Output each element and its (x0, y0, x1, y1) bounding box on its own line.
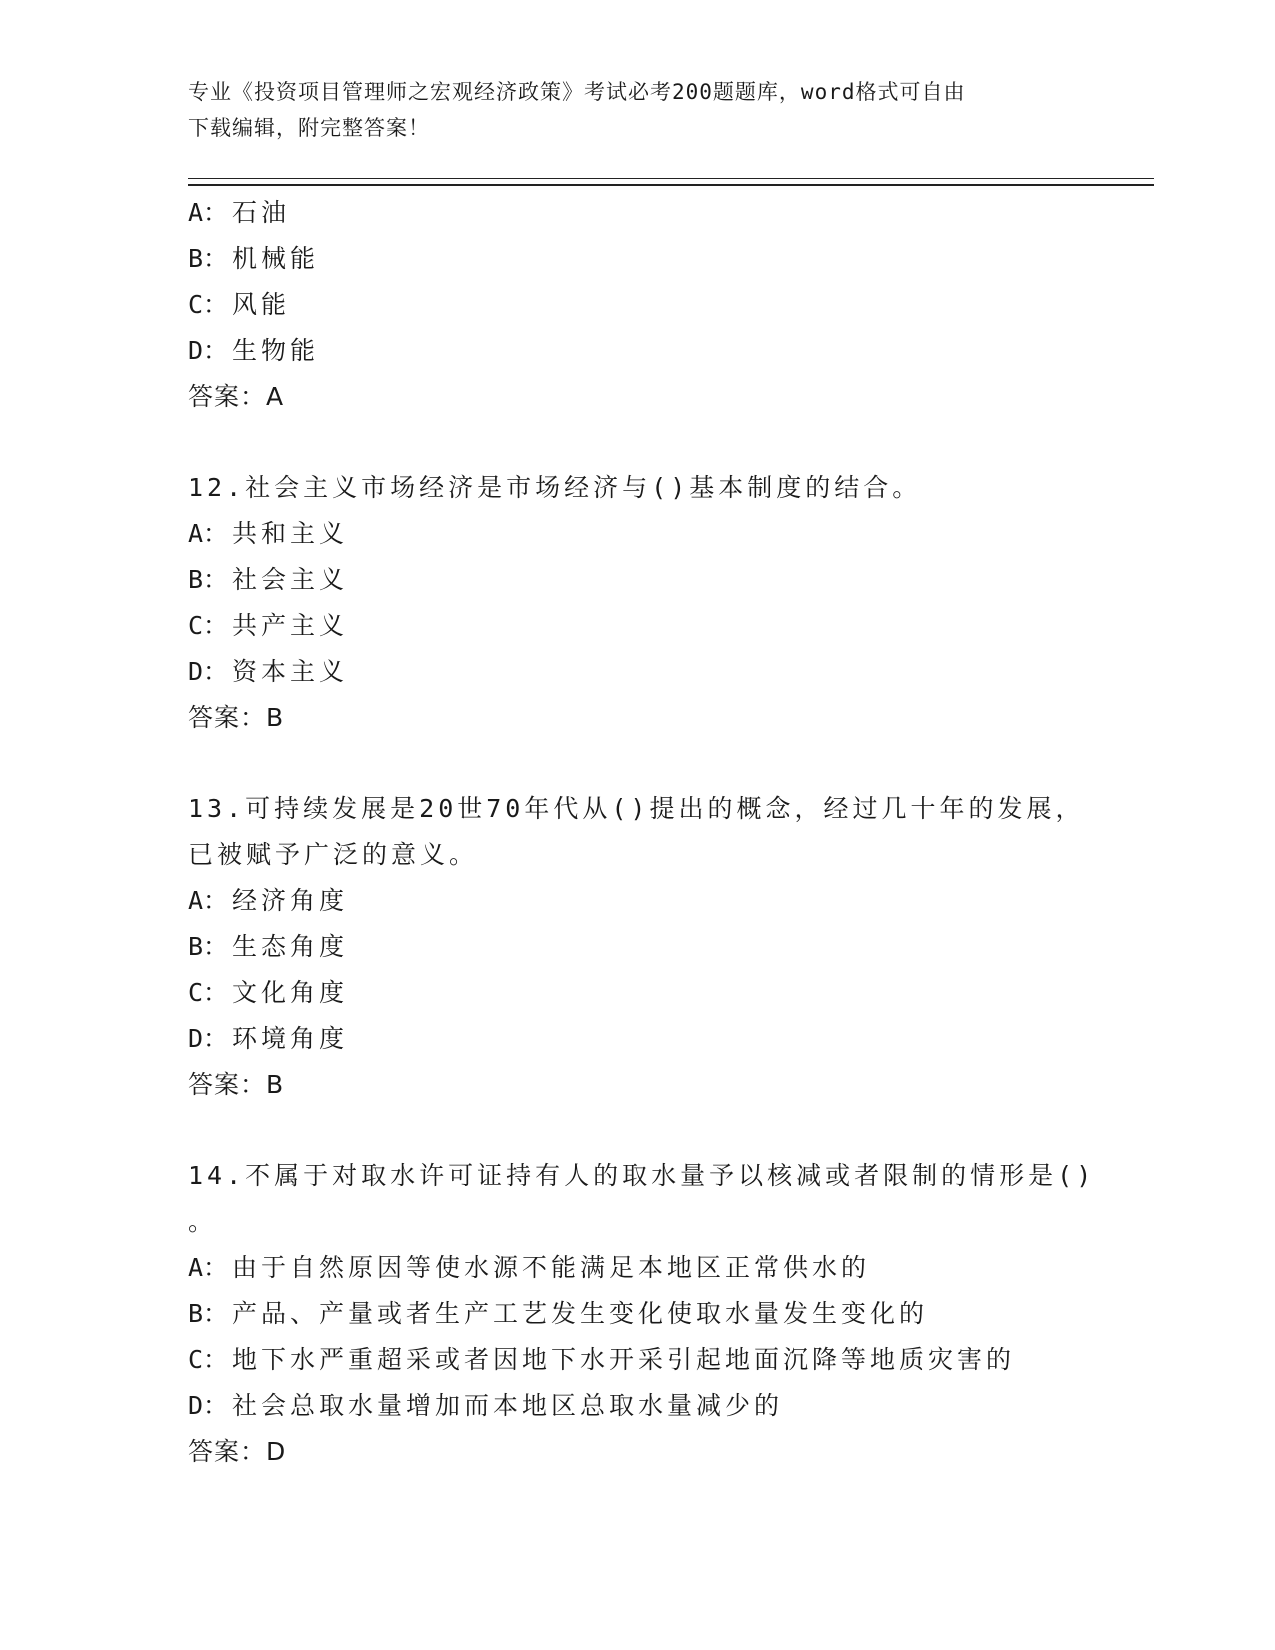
option-c (188, 970, 1088, 1016)
option-a (188, 878, 1088, 924)
question-stem: 14.不属于对取水许可证持有人的取水量予以核减或者限制的情形是() (188, 1161, 1096, 1190)
option-text: 石油 (232, 198, 291, 227)
option-text: 产品、产量或者生产工艺发生变化使取水量发生变化的 (232, 1299, 929, 1328)
header-line-2: 下载编辑，附完整答案！ (188, 116, 430, 140)
header-divider (188, 178, 1154, 186)
question-block-12 (188, 465, 1088, 741)
option-b (188, 557, 1088, 603)
question-stem: 12.社会主义市场经济是市场经济与()基本制度的结合。 (188, 473, 922, 502)
option-d (188, 649, 1088, 695)
document-body (188, 190, 1096, 1475)
option-key: B： (188, 932, 229, 961)
spacer (188, 1108, 1088, 1153)
option-b (188, 924, 1088, 970)
option-c (188, 282, 1088, 328)
answer-line: 答案：A (188, 382, 285, 411)
option-key: B： (188, 565, 229, 594)
option-b (188, 1291, 1088, 1337)
option-key: C： (188, 978, 229, 1007)
option-text: 生物能 (232, 336, 320, 365)
option-key: D： (188, 336, 229, 365)
option-d (188, 328, 1088, 374)
question-block-13 (188, 786, 1088, 1108)
answer-line: 答案：B (188, 1070, 285, 1099)
option-key: D： (188, 1391, 229, 1420)
option-text: 社会总取水量增加而本地区总取水量减少的 (232, 1391, 784, 1420)
option-key: D： (188, 657, 229, 686)
option-b (188, 236, 1088, 282)
option-text: 生态角度 (232, 932, 349, 961)
option-key: A： (188, 886, 229, 915)
question-stem: 13.可持续发展是20世70年代从()提出的概念，经过几十年的发展， (188, 794, 1085, 823)
option-key: C： (188, 290, 229, 319)
page-header (188, 74, 1068, 146)
option-text: 文化角度 (232, 978, 349, 1007)
answer-line: 答案：D (188, 1437, 287, 1466)
option-text: 环境角度 (232, 1024, 349, 1053)
option-text: 风能 (232, 290, 291, 319)
option-c (188, 1337, 1088, 1383)
question-block-14 (188, 1153, 1096, 1475)
option-a (188, 190, 1088, 236)
option-key: D： (188, 1024, 229, 1053)
option-key: C： (188, 611, 229, 640)
header-line-1: 专业《投资项目管理师之宏观经济政策》考试必考200题题库，word格式可自由 (188, 80, 966, 104)
answer-line: 答案：B (188, 703, 285, 732)
option-text: 共产主义 (232, 611, 349, 640)
option-key: B： (188, 1299, 229, 1328)
prev-question-block (188, 190, 1088, 420)
option-key: A： (188, 1253, 229, 1282)
option-text: 共和主义 (232, 519, 349, 548)
option-key: B： (188, 244, 229, 273)
spacer (188, 741, 1088, 786)
question-stem-continued: 已被赋予广泛的意义。 (188, 840, 479, 869)
option-text: 社会主义 (232, 565, 349, 594)
option-key: C： (188, 1345, 229, 1374)
option-a (188, 1245, 1088, 1291)
spacer (188, 420, 1088, 465)
option-text: 机械能 (232, 244, 320, 273)
option-a (188, 511, 1088, 557)
option-text: 地下水严重超采或者因地下水开采引起地面沉降等地质灾害的 (232, 1345, 1016, 1374)
option-d (188, 1016, 1088, 1062)
option-text: 由于自然原因等使水源不能满足本地区正常供水的 (232, 1253, 871, 1282)
option-c (188, 603, 1088, 649)
option-text: 经济角度 (232, 886, 349, 915)
question-stem-continued: 。 (188, 1207, 218, 1236)
option-d (188, 1383, 1088, 1429)
option-key: A： (188, 198, 229, 227)
option-key: A： (188, 519, 229, 548)
option-text: 资本主义 (232, 657, 349, 686)
